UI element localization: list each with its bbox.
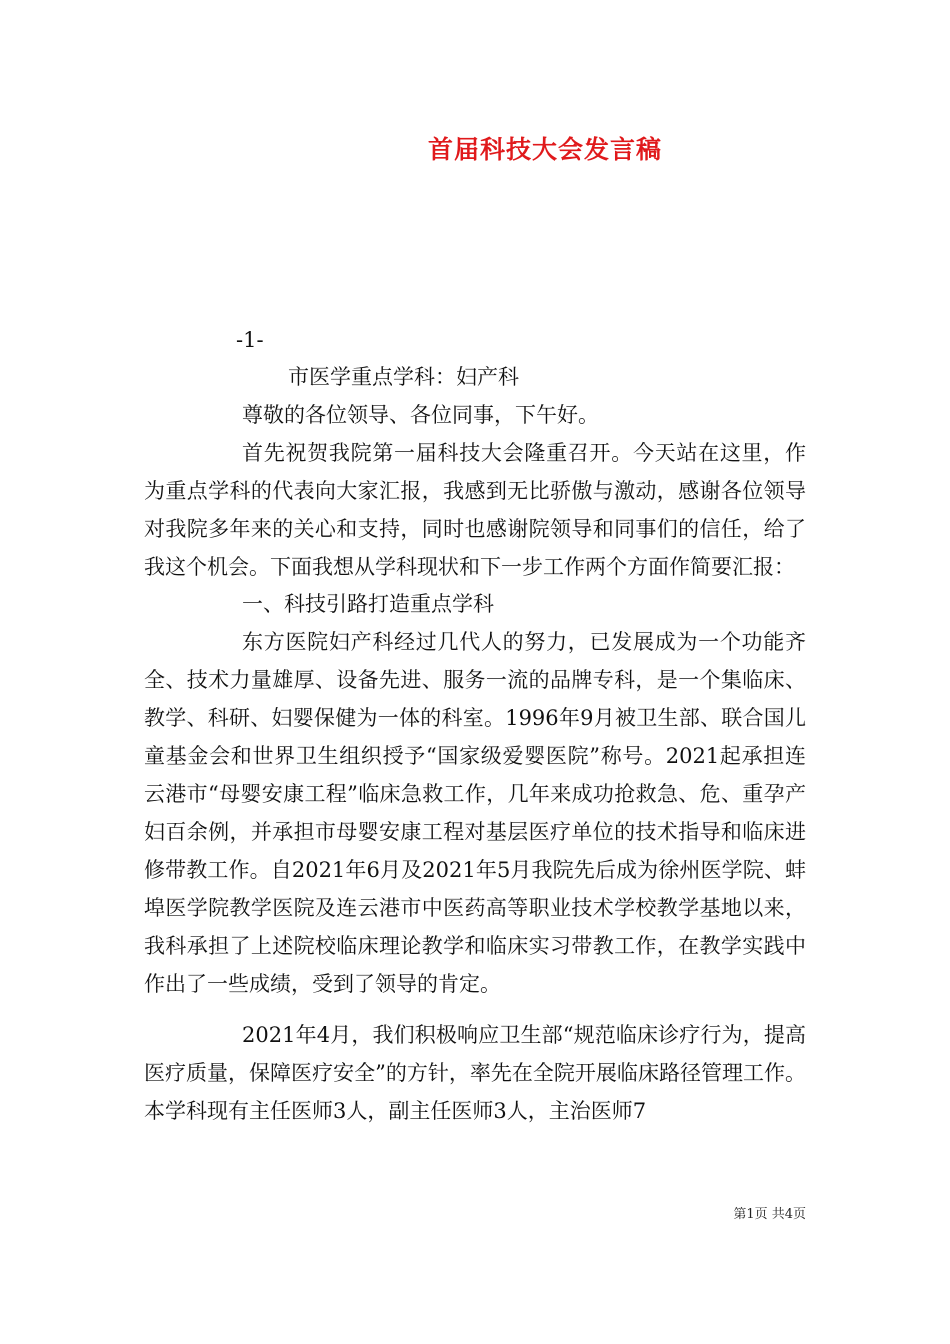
subtitle-line: 市医学重点学科：妇产科 [288, 365, 519, 389]
section-heading: 一、科技引路打造重点学科 [242, 592, 494, 617]
paragraph-clinical-path: 2021年4月，我们积极响应卫生部“规范临床诊疗行为，提高医疗质量，保障医疗安全”的方针，率先在全院开展临床路径管理工作。本学科现有主任医师3人，副主任医师3人，主治医师7 [144, 1023, 806, 1124]
document-title: 首届科技大会发言稿 [427, 135, 662, 164]
paragraph-department: 东方医院妇产科经过几代人的努力，已发展成为一个功能齐全、技术力量雄厚、设备先进、服务一流的品牌专科，是一个集临床、教学、科研、妇婴保健为一体的科室。1996年9月被卫生部、联合国儿童基金会和世界卫生组织授予“国家级爱婴医院”称号。2021起承担连云港市“母婴安康工程”临床急救工作，几年来成功抢救急、危、重孕产妇百余例，并承担市母婴安康工程对基层医疗单位的技术指导和临床进修带教工作。自2021年6月及2021年5月我院先后成为徐州医学院、蚌埠医学院教学医院及连云港市中医药高等职业技术学校教学基地以来，我科承担了上述院校临床理论教学和临床实习带教工作，在教学实践中作出了一些成绩，受到了领导的肯定。 [144, 630, 806, 996]
page-footer: 第1页 共4页 [733, 1207, 806, 1222]
page-marker: -1- [236, 328, 264, 352]
paragraph-intro: 首先祝贺我院第一届科技大会隆重召开。今天站在这里，作为重点学科的代表向大家汇报，我感到无比骄傲与激动，感谢各位领导对我院多年来的关心和支持，同时也感谢院领导和同事们的信任，给了我这个机会。下面我想从学科现状和下一步工作两个方面作简要汇报： [144, 440, 806, 579]
greeting-line: 尊敬的各位领导、各位同事，下午好。 [242, 402, 599, 427]
document-body [144, 359, 806, 1131]
